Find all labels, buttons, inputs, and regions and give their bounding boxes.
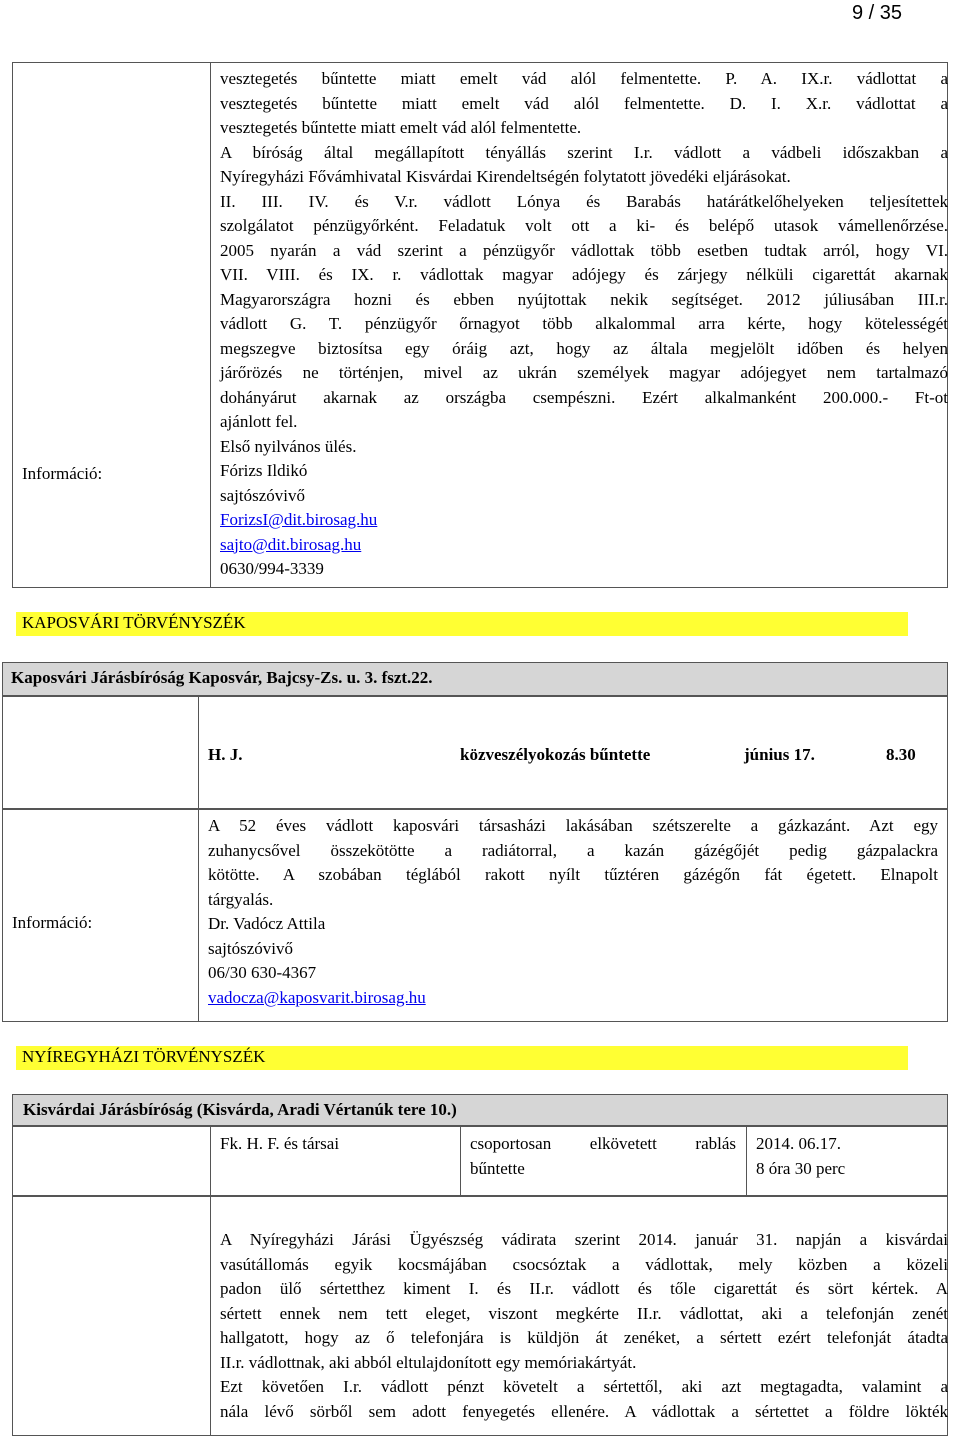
case-date: 2014. 06.17. (756, 1134, 841, 1153)
case-description (208, 814, 938, 1010)
case-charge-line: csoportosan elkövetett rablás (470, 1134, 736, 1153)
case-date: június 17. (744, 745, 815, 764)
text-line: Ezt követően I.r. vádlott pénzt követelt a sértettől, aki azt megtagadta, valamint a (220, 1377, 948, 1396)
text-line: vesztegetés bűntette miatt emelt vád alól felmentette. P. A. IX.r. vádlottat a (220, 69, 948, 88)
text-line: 2005 nyarán a vád szerint a pénzügyőr vádlottak több esetben tudtak arról, hogy VI. (220, 240, 948, 260)
column-divider (198, 696, 199, 810)
text-line: A bíróság által megállapított tényállás szerint I.r. vádlott a vádbeli időszakban a (220, 142, 948, 162)
venue-row (2, 662, 948, 696)
case-charge-line: bűntette (470, 1158, 525, 1178)
press-email-link[interactable]: sajto@dit.birosag.hu (220, 534, 362, 554)
contact-email-link[interactable]: vadocza@kaposvarit.birosag.hu (208, 987, 426, 1007)
case-time: 8 óra 30 perc (756, 1158, 846, 1178)
case-time: 8.30 (886, 745, 916, 764)
text-line: zuhanycsővel összekötötte a radiátorral, a kazán gázégőjét pedig gázpalackra (208, 840, 938, 860)
court-header-title: KAPOSVÁRI TÖRVÉNYSZÉK (22, 613, 246, 632)
venue-title: Kaposvári Járásbíróság Kaposvár, Bajcsy-Zs. u. 3. fszt.22. (11, 668, 433, 687)
text-line: VII. VIII. és IX. r. vádlottak magyar adójegy és zárjegy nélküli cigarettát akarnak (220, 265, 948, 284)
text-line: dohányárut akarnak az országba csempészni. Ezért alkalmanként 200.000.- Ft-ot (220, 387, 948, 407)
case-defendant: Fk. H. F. és társai (220, 1134, 340, 1153)
column-divider (210, 1196, 211, 1436)
column-divider (746, 1126, 747, 1196)
text-line: vesztegetés bűntette miatt emelt vád alól felmentette. (220, 118, 582, 137)
contact-phone: 0630/994-3339 (220, 559, 324, 578)
text-line: kötötte. A szobában téglából rakott nyílt tűztéren gázégőn fát égetett. Elnapolt (208, 865, 938, 884)
text-line: Magyarországra hozni és ebben nyújtottak nekik segítséget. 2012 júliusában III.r. (220, 289, 948, 309)
case-defendant: H. J. (208, 745, 243, 764)
court-header-nyiregyhaza (16, 1046, 908, 1070)
text-line: padon ülő sértetthez kiment I. és II.r. vádlott és tőle cigarettát és sört kértek. A (220, 1279, 948, 1298)
text-line: II.r. vádlottnak, aki abból eltulajdonított egy memóriakártyát. (220, 1352, 637, 1372)
column-divider (198, 808, 199, 1022)
contact-role: sajtószóvivő (208, 938, 293, 958)
info-label: Információ: (22, 464, 103, 483)
contact-name: Dr. Vadócz Attila (208, 914, 326, 933)
venue-title: Kisvárdai Járásbíróság (Kisvárda, Aradi Vértanúk tere 10.) (23, 1100, 457, 1119)
hearing-type: Első nyilvános ülés. (220, 436, 357, 456)
column-divider (210, 1126, 211, 1196)
text-line: járőrözés ne történjen, mivel az ukrán személyek magyar adójegyet nem tartalmazó (220, 363, 948, 382)
column-divider (460, 1126, 461, 1196)
text-line: II. III. IV. és V.r. vádlott Lónya és Barabás határátkelőhelyeken teljesítettek (220, 191, 948, 211)
case-schedule (756, 1132, 845, 1181)
court-header-kaposvar (16, 612, 908, 636)
court-header-title: NYÍREGYHÁZI TÖRVÉNYSZÉK (22, 1047, 266, 1066)
contact-name: Fórizs Ildikó (220, 461, 308, 480)
info-label: Információ: (12, 913, 93, 932)
text-line: hallgatott, hogy az ő telefonjára is küldjön át zenéket, a sértett ezért telefonját átadta (220, 1328, 948, 1347)
case-description (220, 67, 948, 582)
text-line: vesztegetés bűntette miatt emelt vád alól felmentette. D. I. X.r. vádlottat a (220, 93, 948, 113)
text-line: Nyíregyházi Fővámhivatal Kisvárdai Kirendeltségén folytatott jövedéki eljárásokat. (220, 167, 791, 186)
text-line: A 52 éves vádlott kaposvári társasházi lakásában szétszerelte a gázkazánt. Azt egy (208, 816, 938, 835)
contact-email-link[interactable]: ForizsI@dit.birosag.hu (220, 510, 378, 529)
case-charge: közveszélyokozás bűntette (460, 745, 651, 764)
text-line: megszegve biztosítsa egy óráig azt, hogy az általa megjelölt időben és helyen (220, 338, 948, 358)
case-charge (470, 1132, 736, 1181)
contact-role: sajtószóvivő (220, 485, 305, 505)
column-divider (210, 62, 211, 588)
text-line: A Nyíregyházi Járási Ügyészség vádirata szerint 2014. január 31. napján a kisvárdai (220, 1230, 948, 1249)
text-line: vádlott G. T. pénzügyőr őrnagyot több alkalommal arra kérte, hogy kötelességét (220, 314, 948, 333)
venue-row (12, 1094, 948, 1126)
case-description (220, 1228, 948, 1424)
text-line: szolgálatot pénzügyőrként. Feladatuk volt ott a ki- és belépő utasok vámellenőrzése. (220, 216, 948, 235)
contact-phone: 06/30 630-4367 (208, 963, 317, 982)
text-line: ajánlott fel. (220, 412, 298, 431)
text-line: tárgyalás. (208, 889, 274, 909)
text-line: sértett ennek nem tett eleget, viszont megkérte II.r. vádlottat, aki a telefonján zenét (220, 1303, 948, 1323)
page-number: 9 / 35 (852, 2, 903, 24)
text-line: vasútállomás egyik kocsmájában csocsóztak a vádlottak, mely közben a közeli (220, 1254, 948, 1274)
text-line: nála lévő sörből sem adott fenyegetés ellenére. A vádlottak a sértettet a földre lökték (220, 1401, 948, 1421)
